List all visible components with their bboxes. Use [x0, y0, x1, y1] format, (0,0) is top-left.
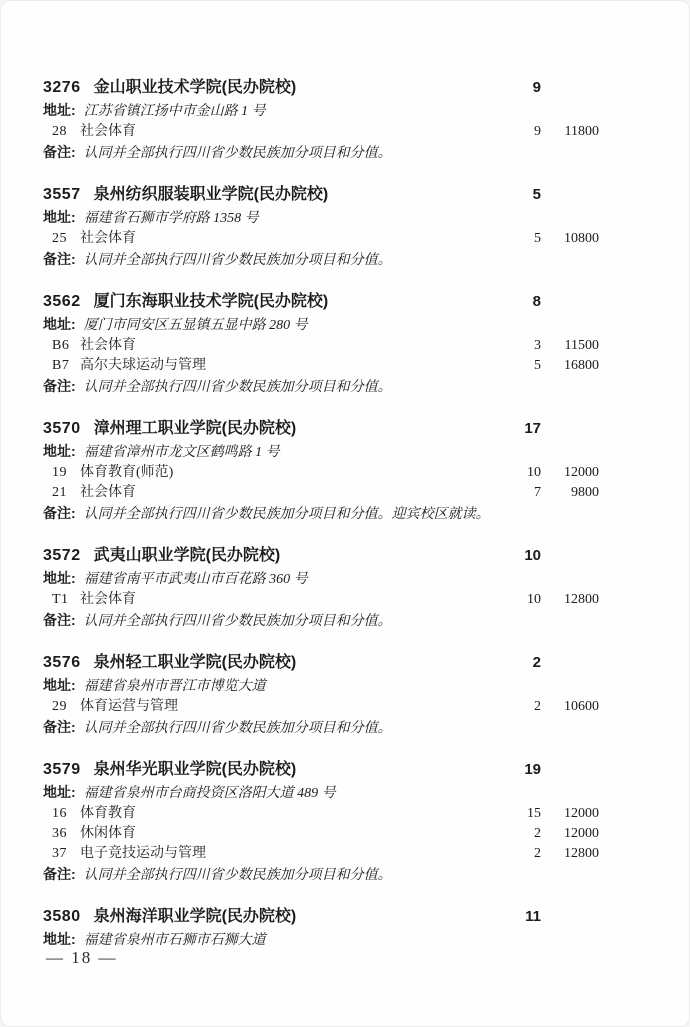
major-count: 10 [527, 465, 541, 480]
major-name: 社会体育 [80, 124, 136, 139]
school-header-row [43, 651, 599, 675]
note-row [43, 503, 599, 525]
school-header-row [43, 544, 599, 568]
major-name: 社会体育 [80, 231, 136, 246]
school-header-row [43, 290, 599, 314]
major-tuition: 12000 [564, 465, 599, 480]
major-name: 高尔夫球运动与管理 [80, 358, 206, 373]
school-total: 10 [524, 547, 541, 564]
school-code: 3572 [43, 547, 81, 564]
note-label: 备注: [43, 378, 76, 394]
major-list [43, 697, 599, 717]
school-note: 认同并全部执行四川省少数民族加分项目和分值。迎宾校区就读。 [83, 507, 490, 522]
note-label: 备注: [43, 719, 76, 735]
school-name: 泉州海洋职业学院(民办院校) [93, 908, 297, 925]
major-code: 19 [52, 465, 67, 480]
school-total: 8 [532, 293, 541, 310]
major-code: 16 [52, 806, 67, 821]
note-row [43, 376, 599, 398]
address-label: 地址: [43, 209, 76, 225]
major-list [43, 122, 599, 142]
major-name: 休闲体育 [80, 826, 136, 841]
major-row [43, 483, 599, 503]
school-total: 2 [532, 654, 541, 671]
major-name: 社会体育 [80, 338, 136, 353]
major-list [43, 336, 599, 376]
school-block [43, 905, 599, 951]
major-count: 2 [534, 826, 541, 841]
school-total: 19 [524, 761, 541, 778]
school-block [43, 758, 599, 886]
major-tuition: 11800 [564, 124, 599, 139]
major-count: 9 [534, 124, 541, 139]
major-count: 10 [527, 592, 541, 607]
school-address: 福建省南平市武夷山市百花路 360 号 [83, 572, 308, 587]
address-label: 地址: [43, 316, 76, 332]
major-row [43, 356, 599, 376]
school-address: 福建省泉州市台商投资区洛阳大道 489 号 [83, 786, 336, 801]
major-name: 社会体育 [80, 485, 136, 500]
major-list [43, 463, 599, 503]
major-count: 5 [534, 231, 541, 246]
major-row [43, 229, 599, 249]
major-name: 电子竞技运动与管理 [80, 846, 206, 861]
school-note: 认同并全部执行四川省少数民族加分项目和分值。 [83, 253, 392, 268]
school-name: 泉州纺织服装职业学院(民办院校) [93, 186, 329, 203]
school-name: 漳州理工职业学院(民办院校) [93, 420, 297, 437]
school-code: 3276 [43, 79, 81, 96]
major-tuition: 10800 [564, 231, 599, 246]
major-row [43, 844, 599, 864]
note-label: 备注: [43, 251, 76, 267]
major-name: 社会体育 [80, 592, 136, 607]
major-count: 2 [534, 699, 541, 714]
note-row [43, 249, 599, 271]
major-tuition: 9800 [571, 485, 599, 500]
major-name: 体育教育 [80, 806, 136, 821]
school-address: 福建省漳州市龙文区鹤鸣路 1 号 [83, 445, 280, 460]
major-tuition: 11500 [564, 338, 599, 353]
major-code: 36 [52, 826, 67, 841]
major-name: 体育运营与管理 [80, 699, 178, 714]
school-header-row [43, 76, 599, 100]
school-note: 认同并全部执行四川省少数民族加分项目和分值。 [83, 614, 392, 629]
major-count: 3 [534, 338, 541, 353]
note-label: 备注: [43, 505, 76, 521]
school-total: 17 [524, 420, 541, 437]
school-block [43, 544, 599, 632]
school-name: 泉州轻工职业学院(民办院校) [93, 654, 297, 671]
school-address: 厦门市同安区五显镇五显中路 280 号 [83, 318, 308, 333]
major-count: 5 [534, 358, 541, 373]
school-header-row [43, 905, 599, 929]
major-count: 7 [534, 485, 541, 500]
school-note: 认同并全部执行四川省少数民族加分项目和分值。 [83, 146, 392, 161]
address-label: 地址: [43, 931, 76, 947]
address-label: 地址: [43, 677, 76, 693]
major-row [43, 804, 599, 824]
school-block [43, 290, 599, 398]
major-tuition: 16800 [564, 358, 599, 373]
major-count: 2 [534, 846, 541, 861]
school-name: 厦门东海职业技术学院(民办院校) [93, 293, 329, 310]
school-header-row [43, 417, 599, 441]
school-code: 3570 [43, 420, 81, 437]
note-label: 备注: [43, 144, 76, 160]
major-tuition: 10600 [564, 699, 599, 714]
major-row [43, 590, 599, 610]
address-label: 地址: [43, 102, 76, 118]
address-label: 地址: [43, 570, 76, 586]
major-code: 21 [52, 485, 67, 500]
school-header-row [43, 758, 599, 782]
page-number: — 18 — [46, 948, 118, 967]
school-address: 福建省石狮市学府路 1358 号 [83, 211, 259, 226]
school-note: 认同并全部执行四川省少数民族加分项目和分值。 [83, 380, 392, 395]
school-address: 福建省泉州市石狮市石狮大道 [83, 933, 266, 948]
major-code: 28 [52, 124, 67, 139]
school-name: 泉州华光职业学院(民办院校) [93, 761, 297, 778]
major-row [43, 122, 599, 142]
address-row [43, 782, 599, 804]
school-total: 9 [532, 79, 541, 96]
school-address: 福建省泉州市晋江市博览大道 [83, 679, 266, 694]
major-code: B6 [52, 338, 70, 353]
address-label: 地址: [43, 443, 76, 459]
school-block [43, 651, 599, 739]
school-code: 3579 [43, 761, 81, 778]
note-row [43, 864, 599, 886]
major-tuition: 12800 [564, 592, 599, 607]
major-code: 29 [52, 699, 67, 714]
major-list [43, 229, 599, 249]
school-block [43, 76, 599, 164]
major-list [43, 590, 599, 610]
note-row [43, 142, 599, 164]
major-row [43, 824, 599, 844]
major-list [43, 804, 599, 864]
major-code: B7 [52, 358, 70, 373]
school-name: 武夷山职业学院(民办院校) [93, 547, 281, 564]
major-code: T1 [52, 592, 69, 607]
address-row [43, 675, 599, 697]
school-address: 江苏省镇江扬中市金山路 1 号 [83, 104, 266, 119]
note-label: 备注: [43, 866, 76, 882]
address-row [43, 441, 599, 463]
major-row [43, 697, 599, 717]
school-code: 3557 [43, 186, 81, 203]
school-code: 3562 [43, 293, 81, 310]
major-tuition: 12000 [564, 826, 599, 841]
address-row [43, 929, 599, 951]
address-row [43, 568, 599, 590]
major-row [43, 463, 599, 483]
major-code: 37 [52, 846, 67, 861]
note-row [43, 717, 599, 739]
school-name: 金山职业技术学院(民办院校) [93, 79, 297, 96]
major-row [43, 336, 599, 356]
address-row [43, 207, 599, 229]
major-tuition: 12000 [564, 806, 599, 821]
major-name: 体育教育(师范) [80, 465, 174, 480]
school-note: 认同并全部执行四川省少数民族加分项目和分值。 [83, 868, 392, 883]
school-block [43, 183, 599, 271]
school-total: 11 [525, 908, 541, 925]
major-tuition: 12800 [564, 846, 599, 861]
school-block [43, 417, 599, 525]
address-row [43, 314, 599, 336]
school-code: 3576 [43, 654, 81, 671]
major-code: 25 [52, 231, 67, 246]
school-header-row [43, 183, 599, 207]
address-row [43, 100, 599, 122]
note-label: 备注: [43, 612, 76, 628]
school-note: 认同并全部执行四川省少数民族加分项目和分值。 [83, 721, 392, 736]
school-code: 3580 [43, 908, 81, 925]
address-label: 地址: [43, 784, 76, 800]
note-row [43, 610, 599, 632]
school-total: 5 [532, 186, 541, 203]
major-count: 15 [527, 806, 541, 821]
school-list [43, 76, 599, 951]
